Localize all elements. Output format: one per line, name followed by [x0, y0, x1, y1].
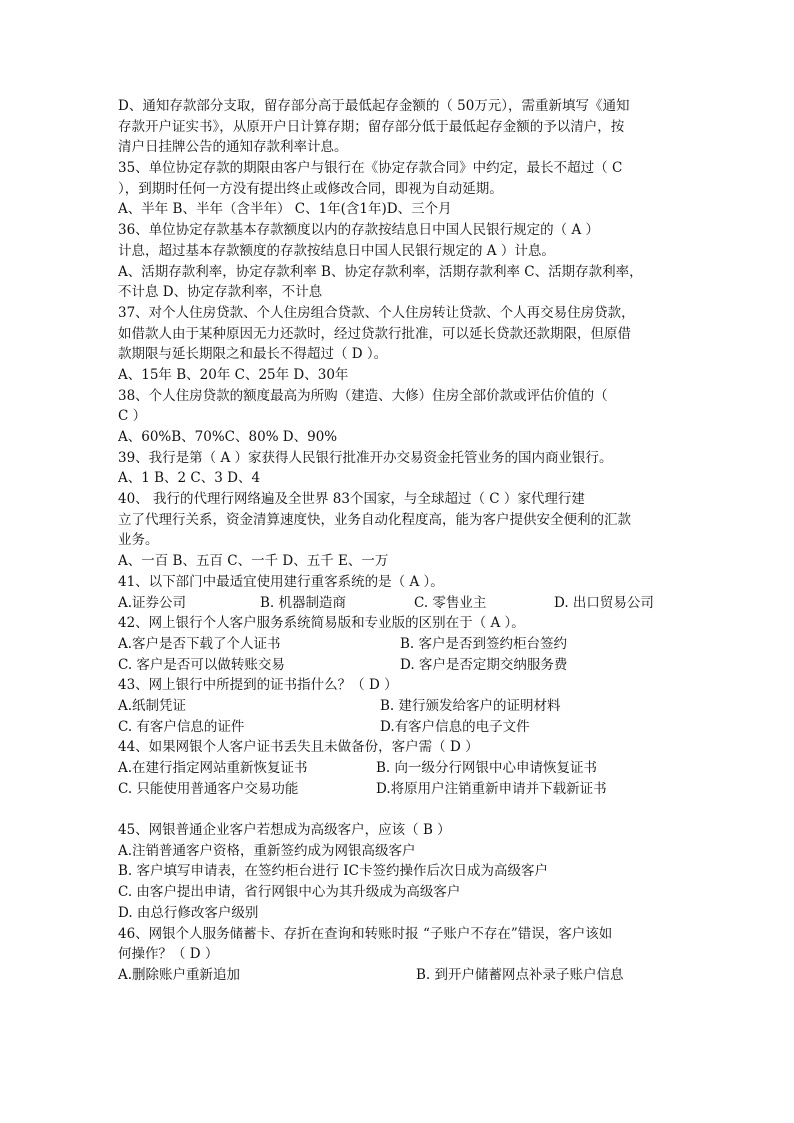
options-line: 不计息 D、协定存款利率，不计息 [118, 284, 323, 301]
question-36 [118, 220, 678, 303]
question-text: 44、如果网银个人客户证书丢失且未做备份，客户需（ D ） [118, 739, 479, 756]
option-b: B. 客户是否到签约柜台签约 [400, 635, 568, 652]
options-row [118, 717, 678, 738]
option-d: D. 出口贸易公司 [554, 594, 654, 611]
option-c: C. 有客户信息的证件 [118, 718, 245, 735]
question-text: 38、个人住房贷款的额度最高为所购（建造、大修）住房全部价款或评估价值的（ [118, 387, 608, 404]
text-line: 清户日挂牌公告的通知存款利率计息。 [118, 139, 348, 156]
option-d: D. 由总行修改客户级别 [118, 904, 259, 921]
options-line: A、活期存款利率，协定存款利率 B、协定存款利率，活期存款利率 C、活期存款利率， [118, 263, 643, 280]
question-39 [118, 448, 678, 489]
option-c: C. 由客户提出申请，省行网银中心为其升级成为高级客户 [118, 884, 461, 901]
blank-line [118, 799, 678, 820]
options-line: A、一百 B、五百 C、一千 D、五千 E、一万 [118, 553, 389, 570]
question-46 [118, 924, 678, 986]
options-line: A、60%B、70%C、80% D、90% [118, 429, 338, 445]
question-35 [118, 158, 678, 220]
question-text: 37、对个人住房贷款、个人住房组合贷款、个人住房转让贷款、个人再交易住房贷款， [118, 304, 635, 321]
option-a: A.在建行指定网站重新恢复证书 [118, 760, 308, 776]
question-text: C ） [118, 408, 147, 425]
question-text: 立了代理行关系，资金清算速度快，业务自动化程度高，能为客户提供安全便利的汇款 [118, 511, 631, 528]
question-text: 40、 我行的代理行网络遍及全世界 83个国家，与全球超过（ C ）家代理行建 [118, 491, 585, 508]
question-38 [118, 386, 678, 448]
option-c: C. 零售业主 [414, 594, 487, 611]
option-a: A.删除账户重新追加 [118, 966, 241, 983]
question-text: ），到期时任何一方没有提出终止或修改合同，即视为自动延期。 [118, 180, 503, 197]
question-43 [118, 675, 678, 737]
question-40 [118, 489, 678, 572]
option-b: B. 到开户储蓄网点补录子账户信息 [416, 966, 624, 983]
options-row [118, 779, 678, 800]
options-row [118, 655, 678, 676]
question-text: 款期限与延长期限之和最长不得超过（ D ）。 [118, 346, 388, 363]
question-45 [118, 820, 678, 923]
option-d: D.将原用户注销重新申请并下载新证书 [376, 780, 607, 797]
options-row [118, 965, 678, 986]
question-list [118, 96, 678, 986]
option-b: B. 向一级分行网银中心申请恢复证书 [376, 760, 598, 776]
question-text: 业务。 [118, 532, 159, 549]
options-row [118, 696, 678, 717]
question-text: 计息，超过基本存款额度的存款按结息日中国人民银行规定的 A ）计息。 [118, 242, 555, 259]
option-b: B. 建行颁发给客户的证明材料 [380, 697, 561, 714]
question-42 [118, 613, 678, 675]
option-d: D. 客户是否定期交纳服务费 [400, 656, 568, 673]
option-a: A.注销普通客户资格，重新签约成为网银高级客户 [118, 842, 416, 859]
question-text: 45、网银普通企业客户若想成为高级客户，应该（ B ） [118, 822, 451, 839]
option-a: A.证券公司 [118, 594, 187, 611]
question-text: 39、我行是第（ A ）家获得人民银行批准开办交易资金托管业务的国内商业银行。 [118, 449, 613, 466]
question-text: 41、以下部门中最适宜使用建行重客系统的是（ A ）。 [118, 573, 444, 590]
option-d: D.有客户信息的电子文件 [380, 718, 530, 735]
question-text: 如借款人由于某种原因无力还款时，经过贷款行批准，可以延长贷款还款期限，但原借 [118, 325, 631, 342]
question-44 [118, 737, 678, 799]
question-34-option-d [118, 96, 678, 158]
question-text: 43、网上银行中所提到的证书指什么？（ D ） [118, 677, 398, 694]
options-line: A、15年 B、20年 C、25年 D、30年 [118, 366, 349, 383]
option-b: B. 客户填写申请表，在签约柜台进行 IC卡签约操作后次日成为高级客户 [118, 863, 548, 880]
options-line: A、半年 B、半年（含半年） C、1年(含1年)D、三个月 [118, 201, 452, 218]
options-row [118, 758, 678, 779]
option-c: C. 只能使用普通客户交易功能 [118, 780, 299, 797]
options-row [118, 593, 678, 614]
text-line: 存款开户证实书》，从原开户日计算存期；留存部分低于最低起存金额的予以清户，按 [118, 118, 625, 135]
option-c: C. 客户是否可以做转账交易 [118, 656, 285, 673]
option-b: B. 机器制造商 [260, 594, 347, 611]
options-line: A、1 B、2 C、3 D、4 [118, 470, 261, 487]
question-37 [118, 303, 678, 386]
option-a: A.纸制凭证 [118, 697, 187, 714]
option-a: A.客户是否下载了个人证书 [118, 635, 281, 652]
question-text: 36、单位协定存款基本存款额度以内的存款按结息日中国人民银行规定的（ A ） [118, 222, 600, 239]
question-text: 46、网银个人服务储蓄卡、存折在查询和转账时报 “子账户不存在”错误，客户该如 [118, 925, 613, 942]
question-41 [118, 572, 678, 613]
options-row [118, 634, 678, 655]
question-text: 35、单位协定存款的期限由客户与银行在《协定存款合同》中约定，最长不超过（ C [118, 160, 623, 177]
question-text: 42、网上银行个人客户服务系统简易版和专业版的区别在于（ A ）。 [118, 615, 525, 632]
question-text: 何操作？（ D ） [118, 946, 219, 963]
text-line: D、通知存款部分支取，留存部分高于最低起存金额的（ 50万元），需重新填写《通知 [118, 98, 630, 114]
